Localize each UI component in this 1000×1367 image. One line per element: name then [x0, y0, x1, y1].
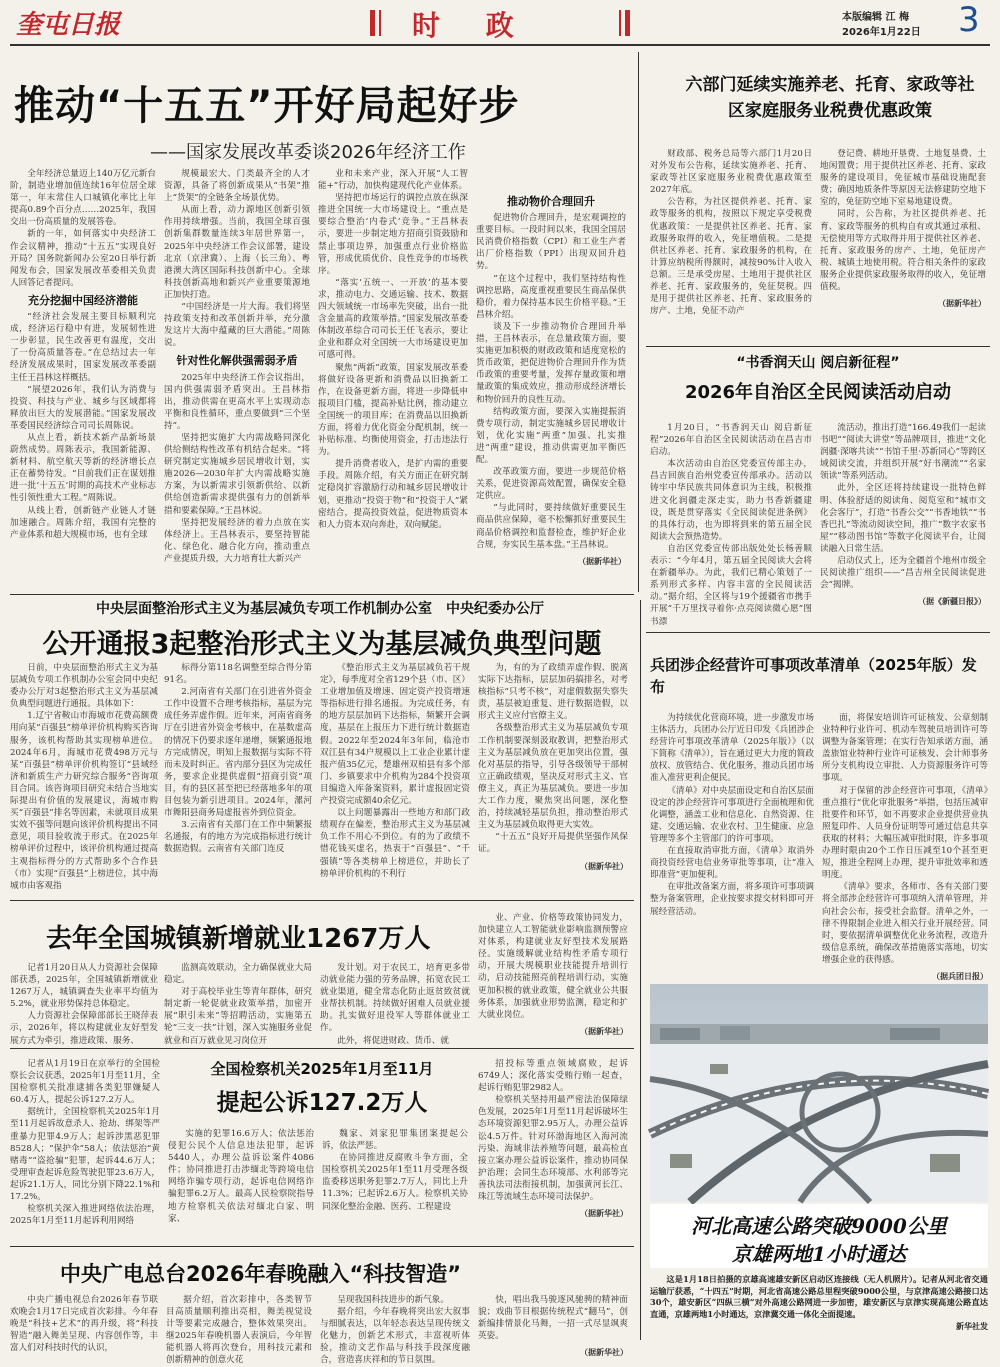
- issue-date: 2026年1月22日: [842, 27, 921, 38]
- highway-title-box: [650, 1204, 988, 1268]
- paragraph: 新的一年，如何落实中央经济工作会议精神，推动“十五五”实现良好开局？国务院新闻办公室20日举行新闻发布会，国家发展改革委相关负责人回答记者提问。: [10, 229, 156, 288]
- lead-column-2: [164, 168, 310, 582]
- paragraph: 在直接取消审批方面，《清单》取消外商投资经营电信业务审批等事项，让“准入即准营”更加便利。: [650, 846, 814, 881]
- paragraph: 坚持把实施扩大内需战略同深化供给侧结构性改革有机结合起来。“将研究制定实施城乡居民增收计划，实施2026—2030年扩大内需战略实施方案，为以新需求引领新供给、以新供给创造新需求提供强有力的创新举措和要素保障。”王昌林说。: [164, 432, 310, 516]
- source-credit: （据兵团日报）: [932, 970, 988, 981]
- paragraph: “十五五”良好开局提供坚强作风保证。: [478, 832, 628, 855]
- reading-headline: 2026年自治区全民阅读活动启动: [684, 382, 952, 403]
- xpcc-column-2: [822, 712, 988, 981]
- paragraph: 从点上看，新技术新产品新场景蔚然成势。周陈表示，我国新能源、新材料、航空航天等新的经济增长点正在蓄势待发。“目前我们正在谋划推进一批‘十五五’时期的高技术产业标志性引领性重大工程。”周陈说。: [10, 432, 156, 504]
- newspaper-logo: 奎屯日报: [16, 10, 121, 40]
- reading-kicker: “书香润天山 阅启新征程”: [736, 355, 900, 371]
- vertical-divider: [640, 600, 641, 1340]
- paragraph: 《清单》对中央层面设定和自治区层面设定的涉企经营许可事项进行全面梳理和优化调整，涵盖工业和信息化、自然资源、住建、交通运输、农业农村、卫生健康、应急管理等多个主管部门的许可事项。: [650, 785, 814, 844]
- paragraph: 此外，将促进财政、货币、就: [337, 1035, 449, 1046]
- paragraph: 标得分第118名调整至综合得分第91名。: [164, 663, 312, 686]
- paragraph: 据介绍，首次彩排中，各类智节目高质量顺利推出亮相，舞美视觉设计等要素完成融合，整体效果突出。继2025年春晚机器人表演后，今年智能机器人将再次登台，用科技元素和创新精神的创意火花: [166, 1295, 312, 1366]
- paragraph: 聚焦“两新”政策，国家发展改革委将做好设备更新和消费品以旧换新工作，在设备更新方面，将进一步降低申报项目门槛，提高补贴比例，推动建立全国统一的项目库；在消费品以旧换新方面，将着力优化资金分配机制，统一补贴标准、均衡使用资金，打击违法行为。: [318, 362, 468, 458]
- paragraph: 据介绍，今年春晚将突出宏大叙事与细腻表达，以年轻态表达呈现传统文化魅力，创新艺术形式，丰富视听体验，推动文艺作品与科技手段深度融合，营造喜庆祥和的节日氛围。: [320, 1307, 470, 1366]
- tax-headline: 六部门延续实施养老、托育、家政等社区家庭服务业税费优惠政策: [685, 75, 975, 121]
- source-credit: （据新华社）: [938, 298, 986, 309]
- paragraph: 日前，中央层面整治形式主义为基层减负专项工作机制办公室会同中央纪委办公厅对3起整治形式主义为基层减负典型问题进行通报。具体如下：: [10, 663, 158, 710]
- source-credit: （据新华社）: [580, 860, 628, 871]
- paragraph: 记者1月20日从人力资源社会保障部获悉，2025年，全国城镇新增就业1267万人，城镇调查失业率平均值为5.2%，就业形势保持总体稳定。: [10, 963, 158, 1010]
- paragraph: 规模最宏大、门类最齐全的人才资源，具备了将创新成果从“书架”推上“货架”的全链条全场景优势。: [164, 169, 310, 204]
- editor-line: 本版编辑 江 梅: [842, 12, 909, 23]
- procuratorate-column-2: [168, 1128, 314, 1240]
- subheading: 推动物价合理回升: [507, 195, 595, 208]
- paragraph: 在协同推进反腐败斗争方面，全国检察机关2025年1至11月受理各级监委移送职务犯罪2.7万人，同比上升11.3%；已起诉2.6万人。检察机关协同深化整治金融、医药、工程建设: [322, 1153, 468, 1212]
- xpcc-headline: 兵团涉企经营许可事项改革清单（2025年版）发布: [650, 656, 977, 696]
- jobs-column-2: [164, 962, 312, 1044]
- paragraph: 各级整治形式主义为基层减负专项工作机制要深刻汲取教训，把整治形式主义为基层减负放在更加突出位置，强化对基层的指导，引导各级领导干部树立正确政绩观，坚决反对形式主义、官僚主义，真正为基层减负。要进一步加大工作力度，聚焦突出问题，深化整治，持续减轻基层负担，推动整治形式主义为基层减负取得更大实效。: [478, 723, 628, 831]
- highway-caption-box: [650, 1274, 988, 1358]
- tax-column-2: [820, 148, 986, 344]
- paragraph: 以上问题暴露出一些地方和部门政绩观存在偏差，整治形式主义为基层减负工作不用心不到位。有的为了政绩不惜花钱买虚名，热衷于“百强县”、“千强镇”等各类榜单上榜进位，并助长了榜单评价机构的不利行: [320, 808, 470, 879]
- discipline-headline: 公开通报3起整治形式主义为基层减负典型问题: [42, 629, 602, 660]
- paragraph: 中央广播电视总台2026年春节联欢晚会1月17日完成首次彩排。今年春晚是“科技+艺术”的再升级，将“科技智造”融入舞美呈现、内容创作等，丰富人们对科技时代的认识，: [10, 1295, 158, 1354]
- horizontal-divider: [646, 632, 990, 633]
- lead-headline: 推动“十五五”开好局起好步: [14, 83, 520, 129]
- procuratorate-column-3: [322, 1128, 468, 1240]
- paragraph: “经济社会发展主要目标顺利完成，经济运行稳中有进，发展韧性进一步彰显，民生改善更有温度，交出了一份高质量答卷。”在总结过去一年经济发展成果时，国家发展改革委副主任王昌林这样概括。: [10, 312, 156, 383]
- paragraph: 记者从1月19日在京举行的全国检察长会议获悉，2025年1月至11月，全国检察机关批准逮捕各类犯罪嫌疑人60.4万人，提起公诉127.2万人。: [10, 1059, 160, 1106]
- lead-column-3: [318, 168, 468, 582]
- tax-column-1: [650, 148, 812, 344]
- xpcc-column-1: [650, 712, 814, 978]
- procuratorate-column-1: [10, 1058, 160, 1240]
- paragraph: 2.河南省有关部门在引进省外资金工作中设置不合理考核指标，基层为完成任务弄虚作假。近年来，河南省商务厅在引进省外资金考核中，在基数虚高的情况下仍要求逐年递增，频繁通报地方完成情况，明知上报数据与实际不符而未及时纠正。省内部分县区为完成任务，要求企业提供虚假“招商引资”项目，有的县区甚至把已经落地多年的项目包装为新引进项目。2024年，漯河市舞阳县商务局虚报省外到位资金。: [164, 687, 312, 819]
- photo-credit: 新华社发: [956, 1321, 988, 1332]
- paragraph: 快，唱出我马骏逐风驰骋的精神面貌；戏曲节目根据传统程式“翻马”，创新编排情景化马舞，一招一式尽显飒爽英姿。: [478, 1295, 628, 1342]
- subheading: 针对性化解供强需弱矛盾: [176, 354, 298, 368]
- reading-column-1: [650, 422, 812, 627]
- source-credit: （据《新疆日报》）: [918, 596, 986, 607]
- lead-column-4: [476, 196, 626, 582]
- vertical-divider: [638, 52, 639, 592]
- paragraph: “落实‘五统一、一开放’的基本要求，推动电力、交通运输、技术、数据四大领域统一市场率先突破，出台一批含金量高的政策举措。”国家发展改革委体制改革综合司司长王任飞表示，要让企业和群众对全国统一大市场建设更加可感可得。: [318, 277, 468, 361]
- photo-caption: 这是1月18日拍摄的京雄高速雄安新区启动区连接线（无人机照片）。记者从河北省交通运输厅获悉，“十四五”时期，河北省高速公路总里程突破9000公里，与京津高速公路接口达30个，雄安新区“四纵三横”对外高速公路网进一步加密，雄安新区与京津实现高速公路直达直通，京雄两地1小时通达，京津冀交通一体化全面提速。: [650, 1274, 988, 1319]
- procuratorate-column-4: [478, 1058, 628, 1240]
- highway-headline-2: 京雄两地1小时通达: [732, 1242, 906, 1266]
- paragraph: 对于保留的涉企经营许可事项，《清单》重点推行“优化审批服务”举措，包括压减审批要件和环节，如不再要求企业提供营业执照复印件、人员身份证明等可通过信息共享获取的材料；大幅压减审批时限，许多事项办理时限由20个工作日压减至10个甚至更短，推进全程网上办理，提升审批效率和透明度。: [822, 785, 988, 881]
- paragraph: “展望2026年，我们认为消费与投资、科技与产业、城乡与区域都将释放出巨大的发展潜能。”国家发展改革委国民经济综合司司长周陈说。: [10, 384, 156, 431]
- paragraph: “中国经济是一片大海。我们将坚持政策支持和改革创新并举，充分激发这片大海中蕴藏的巨大潜能。”周陈说。: [164, 302, 310, 349]
- paragraph: 《清单》要求，各师市、各有关部门要将全部涉企经营许可事项纳入清单管理，并向社会公布，接受社会监督。清单之外，一律不得限制企业进入相关行业开展经营。同时，要依据清单调整优化业务流程，改造升级信息系统，确保改革措施落实落地，切实增强企业的获得感。: [822, 882, 988, 965]
- discipline-column-3: [320, 662, 470, 888]
- paragraph: 此外，全区还将持续建设一批特色鲜明、体验舒适的阅读角、阅览室和“城市文化会客厅”，打造“书香公交”“书香地铁”“书香巴扎”等流动阅读空间，推广“数字农家书屋”“移动图书馆”等数字化阅读平台，让阅读融入日常生活。: [820, 483, 986, 554]
- horizontal-divider: [10, 1246, 634, 1247]
- paragraph: 同时，公告称，为社区提供养老、托育、家政等服务的机构自有或其通过承租、无偿使用等方式取得并用于提供社区养老、托育、家政服务的房产、土地，免征房产税、城镇土地使用税。符合相关条件的家政服务企业提供家政服务取得的收入，免征增值税。: [820, 209, 986, 293]
- gala-column-1: [10, 1294, 158, 1356]
- highway-photo: [650, 984, 988, 1202]
- jobs-headline: 去年全国城镇新增就业1267万人: [46, 924, 431, 954]
- paragraph: 监测高效联动，全力确保就业大局稳定。: [164, 963, 312, 986]
- procuratorate-headline: 提起公诉127.2万人: [216, 1090, 428, 1116]
- horizontal-divider: [10, 1048, 634, 1049]
- paragraph: 从线上看，创新链产业链人才链加速融合。周陈介绍，我国有完整的产业体系和超大规模市场，也有全球: [10, 505, 156, 540]
- page-number: 3: [958, 0, 980, 40]
- paragraph: 公告称，为社区提供养老、托育、家政等服务的机构，按照以下规定享受税费优惠政策：一是提供社区养老、托育、家政服务取得的收入，免征增值税。二是提供社区养老、托育、家政服务的机构，在计算应纳税所得额时，减按90%计入收入总额。三是承受房屋、土地用于提供社区养老、托育、家政服务的，免征契税。四是用于提供社区养老、托育、家政服务的房产、土地，免征不动产: [650, 197, 812, 317]
- jobs-column-3: [320, 962, 470, 1044]
- paragraph: 人力资源社会保障部部长王晓萍表示，2026年，将以构建就业友好型发展方式为牵引，推进政策、服务、: [10, 1011, 158, 1046]
- section-bar-right: [619, 10, 621, 36]
- paragraph: 坚持把市场运行的调控点放在纵深推进全国统一大市场建设上。“重点是要综合整治‘内卷式’竞争。”王昌林表示，要进一步制定地方招商引资鼓励和禁止事项边界，加强重点行业价格监管，形成优质优价、良性竞争的市场秩序。: [318, 193, 468, 276]
- section-header: [370, 4, 630, 40]
- paragraph: 招投标等重点领域腐败，起诉6749人；深化落实受贿行贿一起查，起诉行贿犯罪2982人。: [478, 1059, 628, 1094]
- paragraph: 财政部、税务总局等六部门1月20日对外发布公告称，延续实施养老、托育、家政等社区家庭服务业税费优惠政策至2027年底。: [650, 149, 812, 196]
- paragraph: 从面上看，动力源地区创新引领作用持续增强。当前，我国全球百强创新集群数量连续3年居世界第一，2025年中央经济工作会议部署，建设北京（京津冀）、上海（长三角）、粤港澳大湾区国际科技创新中心。全球科技创新高地和新兴产业重要策源地正加快打造。: [164, 205, 310, 300]
- gala-column-2: [166, 1294, 312, 1366]
- paragraph: 业和未来产业，深入开展“人工智能+”行动，加快构建现代化产业体系。: [318, 169, 468, 192]
- paragraph: 促进物价合理回升，是宏观调控的重要目标。一段时间以来，我国全国居民消费价格指数（CPI）和工业生产者出厂价格指数（PPI）出现双回升趋势。: [476, 213, 626, 272]
- discipline-column-2: [164, 662, 312, 888]
- lead-subtitle: ——国家发展改革委谈2026年经济工作: [150, 142, 466, 163]
- horizontal-divider: [10, 900, 634, 901]
- highway-headline-1: 河北高速公路突破9000公里: [691, 1214, 947, 1238]
- aerial-highway-illustration: [650, 984, 988, 1202]
- paragraph: 自治区党委宣传部出版处处长杨善顺表示：“今年4月，第五届全民阅读大会将在新疆举办。为此，我们已精心策划了一系列形式多样、内容丰富的全民阅读活动。”据介绍，全区将与19个援疆省市携手开展“千万里找寻着你·点亮阅读微心愿”图书漂: [650, 543, 812, 627]
- source-credit: （据新华社）: [580, 1025, 628, 1036]
- discipline-column-1: [10, 662, 158, 891]
- paragraph: 检察机关坚持用最严密法治保障绿色发展，2025年1月至11月起诉破坏生态环境资源犯罪2.95万人，办理公益诉讼4.5万件。针对环渤海地区入海河流污染、海域非法养殖等问题，最高检直接立案办理公益诉讼案件，推动协同保护治理；会同生态环境部、水利部等完善执法司法衔接机制，加强黄河长江、珠江等流域生态环境司法保护。: [478, 1095, 628, 1203]
- paragraph: 检察机关深入推进网络依法治理，2025年1月至11月起诉利用网络: [10, 1204, 160, 1227]
- masthead-rule: [10, 44, 990, 46]
- horizontal-divider: [10, 594, 634, 595]
- paragraph: 据统计，全国检察机关2025年1月至11月起诉故意杀人、抢劫、绑架等严重暴力犯罪4.9万人；起诉涉黑恶犯罪8528人；“保护伞”58人；依法惩治“黄赌毒”“盗抢骗”犯罪，起诉44.6万人；受理审查起诉危险驾驶犯罪23.6万人，起诉21.1万人，同比分别下降22.1%和17.2%。: [10, 1107, 160, 1203]
- subheading: 充分挖掘中国经济潜能: [28, 293, 138, 307]
- paragraph: 《整治形式主义为基层减负若干规定》，每季度对全省129个县（市、区）工业增加值及增速、固定资产投资增速等指标进行排名通报。为完成任务，有的地方层层加码下达指标，频繁开会调度，基层在上报压力下进行统计数据造假。2022年至2024年3年间，临沧市双江县有34户规模以上工业企业累计虚报产值35亿元，楚雄州双柏县有多个部门、乡镇要求中介机构为284个投资项目编造入库备案资料，累计虚报固定资产投资完成额40余亿元。: [320, 663, 470, 807]
- paragraph: 流活动，推出打造“166.49我们一起读书吧”“阅读大讲堂”等品牌项目，推进“文化润疆·深喀共读”“书馆千里·苏新同心”等跨区域阅读交流，并组织开展“好书潮流”“名家领读”等系列活动。: [820, 423, 986, 482]
- paragraph: 实施的犯罪16.6万人；依法惩治侵犯公民个人信息违法犯罪，起诉5440人，办理公益诉讼案件4086件；协同推进打击涉缅北等跨境电信网络诈骗专项行动，起诉电信网络诈骗犯罪6.2万人。最高人民检察院指导地方检察机关依法对缅北白家、明家、: [168, 1129, 314, 1224]
- gala-headline: 中央广电总台2026年春晚融入“科技智造”: [60, 1262, 462, 1286]
- paragraph: 全年经济总量迈上140万亿元新台阶，制造业增加值连续16年位居全球第一，年末常住人口城镇化率比上年提高0.89个百分点……2025年，我国交出一份高质量的发展答卷。: [10, 169, 156, 228]
- paragraph: 魏家、刘家犯罪集团案提起公诉，依法严惩。: [322, 1129, 468, 1152]
- paragraph: 发计划。对于农民工，培育更多带动就业能力强的劳务品牌，拓宽农民工就业渠道，健全常态化防止返贫致贫就业帮扶机制。持续做好困难人员就业援助。扎实做好退役军人等群体就业工作。: [320, 963, 470, 1034]
- paragraph: “与此同时，要持续做好重要民生商品供应保障，毫不松懈抓好重要民生商品价格调控和监督检查，维护好企业合规，夯实民生基本盘。”王昌林说。: [476, 503, 626, 550]
- paragraph: 面，将保安培训许可证核发、公章刻制业特种行业许可、机动车驾驶员培训许可等调整为备案管理；在实行告知承诺方面，涵盖旅馆业特种行业许可证核发、会计师事务所分支机构设立审批、人力资源服务许可等事项。: [822, 713, 988, 784]
- jobs-column-1: [10, 962, 158, 1044]
- jobs-column-4: [478, 912, 628, 1044]
- paragraph: 坚持把发展经济的着力点放在实体经济上。王昌林表示，要坚持智能化、绿色化、融合化方向，推动重点产业提质升级，大力培育壮大新兴产: [164, 517, 310, 564]
- paragraph: 为，有的为了政绩弄虚作假、脱离实际下达指标，层层加码搞排名，对考核指标“只考不核”，对虚假数据失察失责，基层被迫重复、进行数据造假，以形式主义应付官僚主义。: [478, 663, 628, 722]
- paragraph: 结构政策方面，要深入实施提振消费专项行动，制定实施城乡居民增收计划，优化实施“两重”加强、扎实推进“两重”建设，推动供需更加平衡匹配。: [476, 406, 626, 465]
- section-bar-left-thin: [379, 10, 381, 36]
- paragraph: 3.云南省有关部门在工作中频繁报名通报，有的地方为完成指标进行统计数据造假。云南省有关部门连反: [164, 820, 312, 855]
- section-bar-right-thick: [625, 10, 630, 36]
- paragraph: 在审批改备案方面，将多项许可事项调整为备案管理，企业按要求提交材料即可开展经营活动。: [650, 882, 814, 917]
- source-credit: （据新华社）: [580, 1347, 628, 1358]
- paragraph: 启动仪式上，还为全疆首个地州市级全民阅读推广组织——“昌吉州全民阅读促进会”揭牌。: [820, 556, 986, 591]
- paragraph: 2025年中央经济工作会议指出，国内供强需弱矛盾突出。王昌林指出，推动供需在更高水平上实现动态平衡和良性循环，重点要做到“三个坚持”。: [164, 372, 310, 431]
- lead-column-1: [10, 168, 156, 582]
- gala-column-4: [478, 1294, 628, 1356]
- section-bar-left: [370, 10, 375, 36]
- source-credit: （据新华社）: [578, 555, 626, 566]
- paragraph: 登记费、耕地开垦费、土地复垦费、土地闲置费；用于提供社区养老、托育、家政服务的建设项目，免征城市基础设施配套费；确因地质条件等原因无法修建防空地下室的，免征防空地下室易地建设费。: [820, 149, 986, 208]
- paragraph: 业、产业、价格等政策协同发力，加快建立人工智能就业影响监测预警应对体系，构建就业友好型技术发展路径。实施缓解就业结构性矛盾专项行动，开展大规模职业技能提升培训行动，启动技能照亮前程培训行动，实施更加积极的就业政策，健全就业公共服务体系，加强就业形势监测，稳定和扩大就业岗位。: [478, 913, 628, 1020]
- paragraph: 对于高校毕业生等青年群体，研究制定新一轮促就业政策举措，加密开展“职引未来”等招聘活动，实施第五轮“三支一扶”计划，深入实施服务业促就业和百万就业见习岗位开: [164, 987, 312, 1046]
- reading-column-2: [820, 422, 986, 618]
- paragraph: 1.辽宁省鞍山市海城市花费高额费用向某“百强县”榜单评价机构购买咨询服务，该机构帮助其实现榜单进位。2024年6月，海城市花费498万元与某“百强县”榜单评价机构签订“县域经济和新质生产力研究综合服务”咨询项目合同。该咨询项目研究未结合当地实际提出有价值的发展建议，海城市购买“百强县”排名等因素，未就项目成果实效不强等问题向该评价机构提出不同意见，项目验收流于形式。在2025年榜单评价过程中，该评价机构通过提高主观指标得分的方式帮助多个合作县（市）实现“百强县”上榜进位，其中海城市由客观指: [10, 711, 158, 891]
- gala-column-3: [320, 1294, 470, 1366]
- paragraph: 改革政策方面，要进一步规范价格关系，促进资源高效配置，确保安全稳定供应。: [476, 467, 626, 502]
- paragraph: 呈现我国科技进步的新气象。: [337, 1295, 449, 1305]
- discipline-column-4: [478, 662, 628, 888]
- procuratorate-kicker: 全国检察机关2025年1月至11月: [210, 1060, 434, 1078]
- horizontal-divider: [646, 346, 990, 347]
- paragraph: 提升消费者收入，是扩内需的重要手段。周陈介绍，有关方面正在研究制定稳岗扩容激励行动和城乡居民增收计划，更推动“投资于物”和“投资于人”紧密结合，提高投资效益，促进物质资本和人力资本双向奔赴，双向赋能。: [318, 459, 468, 530]
- paragraph: 谈及下一步推动物价合理回升举措，王昌林表示，在总量政策方面，要实施更加积极的财政政策和适度宽松的货币政策，把促进物价合理回升作为货币政策的重要考量，发挥存量政策和增量政策的集成效应，推动形成经济增长和物价回升的良性互动。: [476, 321, 626, 405]
- paragraph: 本次活动由自治区党委宣传部主办，昌吉回族自治州党委宣传部承办。活动以铸牢中华民族共同体意识为主线，积极推进文化润疆走深走实，助力书香新疆建设，既是贯穿落实《全民阅读促进条例》的具体行动，也为即将到来的第五届全民阅读大会预热造势。: [650, 459, 812, 542]
- paragraph: “在这个过程中，我们坚持结构性调控思路，高度重视重要民生商品保供稳价，着力保持基本民生价格平稳。”王昌林介绍。: [476, 273, 626, 320]
- paragraph: 为持续优化营商环境，进一步激发市场主体活力，兵团办公厅近日印发《兵团涉企经营许可事项改革清单（2025年版）》（以下简称《清单》），旨在通过更大力度的简政放权、放管结合、优化服务，推动兵团市场准入准营更利企便民。: [650, 713, 814, 784]
- section-title: 时 政: [412, 9, 532, 42]
- discipline-kicker: 中央层面整治形式主义为基层减负专项工作机制办公室 中央纪委办公厅: [96, 601, 544, 617]
- source-credit: （据新华社）: [580, 1208, 628, 1219]
- paragraph: 1月20日，“书香润天山 阅启新征程”2026年自治区全民阅读活动在昌吉市启动。: [650, 423, 812, 458]
